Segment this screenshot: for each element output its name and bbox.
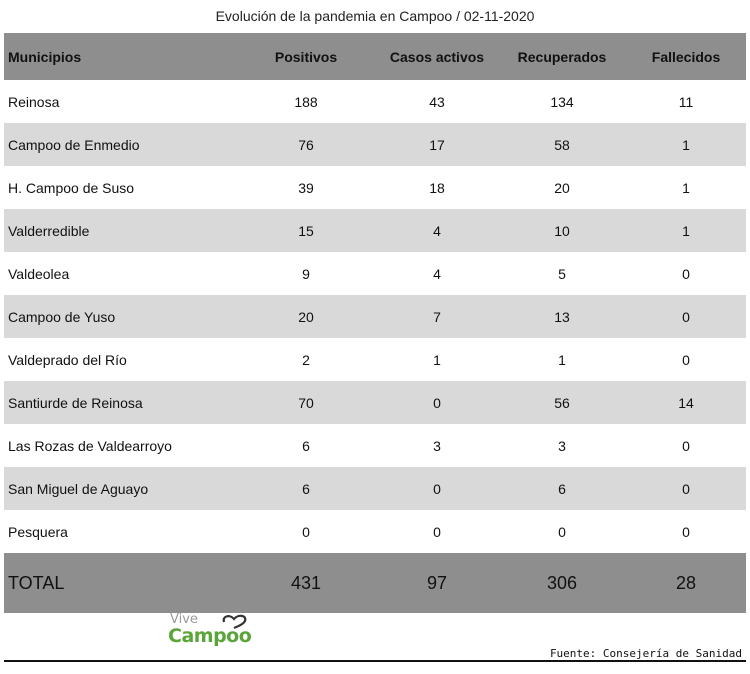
cell-municipio: Valdeolea	[8, 265, 70, 282]
cell-casos-activos: 4	[433, 222, 441, 239]
cell-municipio: Santiurde de Reinosa	[8, 394, 143, 411]
cell-recuperados: 134	[550, 93, 574, 110]
cell-fallecidos: 0	[682, 308, 690, 325]
table-row	[4, 80, 746, 123]
cell-positivos: 188	[294, 93, 318, 110]
total-row	[4, 553, 746, 613]
table-row	[4, 338, 746, 381]
cell-fallecidos: 1	[682, 179, 690, 196]
cell-casos-activos: 7	[433, 308, 441, 325]
cell-recuperados: 0	[558, 523, 566, 540]
cell-municipio: H. Campoo de Suso	[8, 179, 135, 196]
cell-municipio: Campoo de Yuso	[8, 308, 116, 325]
cell-municipio: Reinosa	[8, 93, 60, 110]
cell-recuperados: 5	[558, 265, 566, 282]
column-header-positivos: Positivos	[274, 48, 338, 65]
total-recuperados: 306	[546, 572, 578, 593]
cell-positivos: 2	[302, 351, 310, 368]
cell-fallecidos: 1	[682, 222, 690, 239]
cell-recuperados: 56	[554, 394, 570, 411]
chart-title: Evolución de la pandemia en Campoo / 02-11-2020	[215, 8, 535, 24]
table-row	[4, 510, 746, 553]
column-header-casos-activos: Casos activos	[389, 48, 485, 65]
cell-casos-activos: 18	[429, 179, 445, 196]
table-row	[4, 209, 746, 252]
total-municipio: TOTAL	[8, 572, 65, 593]
cell-recuperados: 10	[554, 222, 570, 239]
vive-campoo-logo	[168, 612, 258, 648]
cell-positivos: 15	[298, 222, 314, 239]
logo-vive-text: Vive	[170, 612, 198, 627]
cell-positivos: 39	[298, 179, 314, 196]
cell-municipio: Valderredible	[8, 222, 90, 239]
column-header-recuperados: Recuperados	[517, 48, 607, 65]
header-row	[4, 33, 746, 80]
total-positivos: 431	[290, 572, 322, 593]
cell-casos-activos: 17	[429, 136, 445, 153]
total-casos-activos: 97	[426, 572, 448, 593]
cell-casos-activos: 43	[429, 93, 445, 110]
cell-recuperados: 3	[558, 437, 566, 454]
cell-municipio: Campoo de Enmedio	[8, 136, 140, 153]
table-row	[4, 166, 746, 209]
source-note: Fuente: Consejería de Sanidad	[549, 647, 742, 660]
cell-casos-activos: 0	[433, 394, 441, 411]
column-header-fallecidos: Fallecidos	[651, 48, 721, 65]
cell-municipio: Pesquera	[8, 523, 68, 540]
table-row	[4, 295, 746, 338]
table-row	[4, 424, 746, 467]
cell-positivos: 70	[298, 394, 314, 411]
cell-recuperados: 1	[558, 351, 566, 368]
cell-recuperados: 20	[554, 179, 570, 196]
cell-fallecidos: 14	[678, 394, 694, 411]
cell-fallecidos: 0	[682, 480, 690, 497]
cell-fallecidos: 0	[682, 265, 690, 282]
cell-casos-activos: 3	[433, 437, 441, 454]
cell-positivos: 6	[302, 437, 310, 454]
cell-positivos: 76	[298, 136, 314, 153]
cell-fallecidos: 0	[682, 437, 690, 454]
total-fallecidos: 28	[675, 572, 697, 593]
cell-municipio: San Miguel de Aguayo	[8, 480, 149, 497]
table-row	[4, 252, 746, 295]
bottom-rule	[4, 660, 746, 662]
cell-positivos: 6	[302, 480, 310, 497]
cell-casos-activos: 1	[433, 351, 441, 368]
covid-table	[4, 33, 746, 613]
column-header-municipios: Municipios	[8, 48, 82, 65]
cell-casos-activos: 0	[433, 523, 441, 540]
logo-campoo-text: Campoo	[168, 625, 252, 647]
cell-recuperados: 6	[558, 480, 566, 497]
cell-positivos: 9	[302, 265, 310, 282]
cell-fallecidos: 0	[682, 523, 690, 540]
cell-positivos: 0	[302, 523, 310, 540]
table-row	[4, 467, 746, 510]
cell-casos-activos: 0	[433, 480, 441, 497]
cell-municipio: Las Rozas de Valdearroyo	[8, 437, 172, 454]
table-row	[4, 381, 746, 424]
cell-positivos: 20	[298, 308, 314, 325]
cell-municipio: Valdeprado del Río	[8, 351, 127, 368]
cell-fallecidos: 0	[682, 351, 690, 368]
table-body	[4, 80, 746, 613]
cell-recuperados: 58	[554, 136, 570, 153]
table-row	[4, 123, 746, 166]
cell-fallecidos: 1	[682, 136, 690, 153]
cell-casos-activos: 4	[433, 265, 441, 282]
cell-fallecidos: 11	[678, 93, 694, 110]
cell-recuperados: 13	[554, 308, 570, 325]
